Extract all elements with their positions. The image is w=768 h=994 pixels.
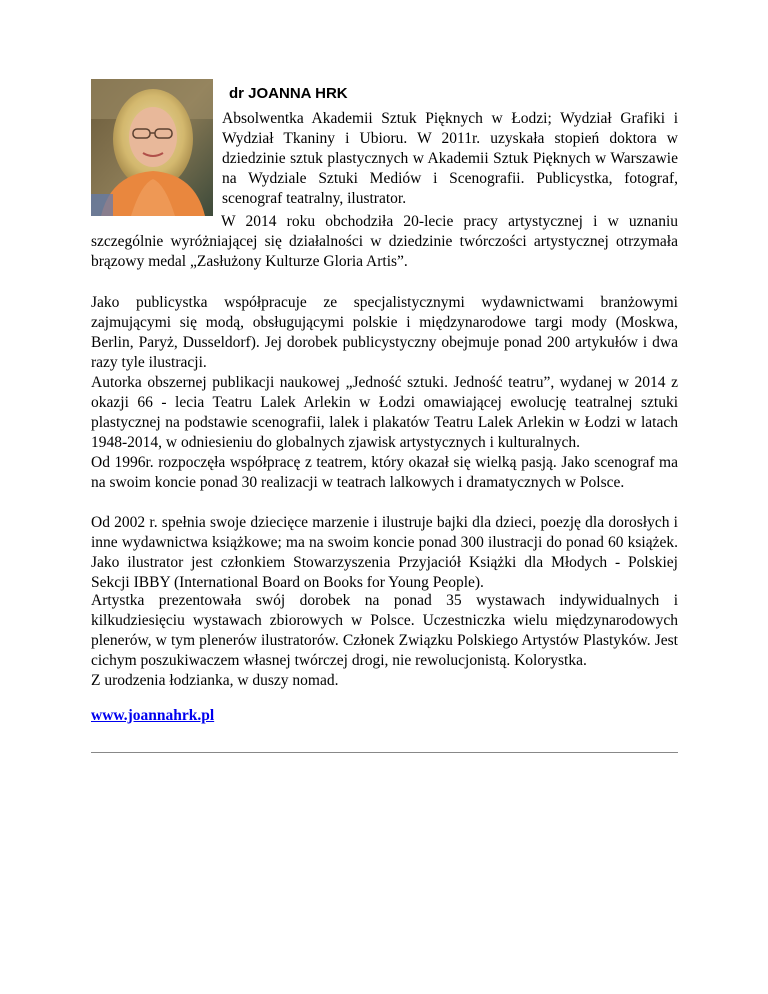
horizontal-rule xyxy=(91,752,678,753)
theatre-paragraph: Od 1996r. rozpoczęła współpracę z teatrem, który okazał się wielką pasją. Jako scenograf ma na swoim koncie ponad 30 realizacji w teatrach lalkowych i dramatycznych w Polsce. xyxy=(91,454,678,491)
award-paragraph: W 2014 roku obchodziła 20-lecie pracy artystycznej i w uznaniu szczególnie wyróżniającej się działalności w dziedzinie twórczości artystycznej otrzymała brązowy medal „Zasłużony Kulturze Gloria Artis”. xyxy=(91,213,678,270)
illustration-paragraph: Od 2002 r. spełnia swoje dziecięce marzenie i ilustruje bajki dla dzieci, poezję dla dorosłych i inne wydawnictwa książkowe; ma na swoim koncie ponad 300 ilustracji do ponad 60 książek. Jako ilustrator jest członkiem Stowarzyszenia Przyjaciół Książki dla Młodych - Polskiej Sekcji IBBY (International Board on Books for Young People). xyxy=(91,514,678,591)
publication-paragraph: Autorka obszernej publikacji naukowej „Jedność sztuki. Jedność teatru”, wydanej w 2014 z okazji 66 - lecia Teatru Lalek Arlekin w Łodzi omawiającej ewolucję teatralnej sztuki plastycznej na podstawie scenografii, lalek i plakatów Teatru Lalek Arlekin w Łodzi w latach 1948-2014, w odniesieniu do globalnych zjawisk artystycznych i kulturalnych. xyxy=(91,374,678,451)
portrait-photo xyxy=(91,79,213,216)
person-name: dr JOANNA HRK xyxy=(229,85,348,102)
exhibitions-text: Artystka prezentowała swój dorobek na ponad 35 wystawach indywidualnych i kilkudziesięciu wystawach zbiorowych w Polsce. Uczestniczka wielu międzynarodowych plenerów, w tym plenerów ilustratorów. Członek Związku Polskiego Artystów Plastyków. Jest cichym poszukiwaczem własnej twórczej drogi, nie rewolucjonistą. Kolorystka. xyxy=(91,592,678,669)
exhibitions-paragraph xyxy=(91,591,678,691)
intro-paragraph: Absolwentka Akademii Sztuk Pięknych w Łodzi; Wydział Grafiki i Wydział Tkaniny i Ubioru. W 2011r. uzyskała stopień doktora w dziedzinie sztuk plastycznych w Akademii Sztuk Pięknych w Warszawie na Wydziale Sztuki Mediów i Scenografii. Publicystka, fotograf, scenograf teatralny, ilustrator. xyxy=(222,110,678,207)
publicist-paragraph: Jako publicystka współpracuje ze specjalistycznymi wydawnictwami branżowymi zajmującymi się modą, obsługującymi polskie i międzynarodowe targi mody (Moskwa, Berlin, Paryż, Dusseldorf). Jej dorobek publicystyczny obejmuje ponad 200 artykułów i dwa razy tyle ilustracji. xyxy=(91,294,678,371)
website-link[interactable]: www.joannahrk.pl xyxy=(91,707,215,724)
closing-line: Z urodzenia łodzianka, w duszy nomad. xyxy=(91,672,339,689)
